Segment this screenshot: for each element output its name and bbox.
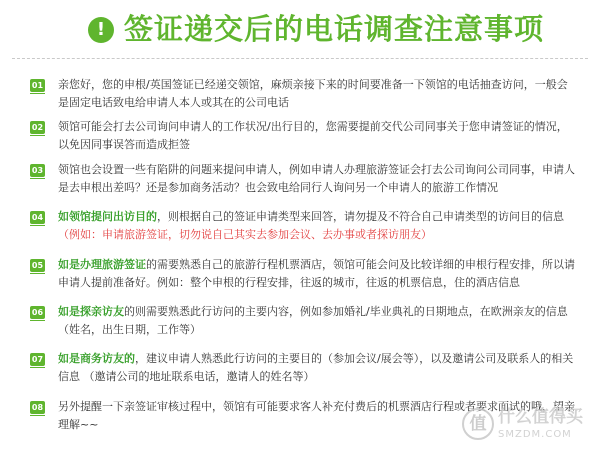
item-highlight: 如是办理旅游签证 [58, 258, 146, 271]
item-text: 领馆可能会打去公司询问申请人的工作状况/出行目的，您需要提前交代公司同事关于您申请签证的情况，以免因同事误答而造成拒签 [58, 120, 568, 151]
watermark-sub: SMZDM.COM [498, 429, 572, 440]
item-highlight: 如是探亲访友 [58, 305, 124, 318]
item-body: 的则需要熟悉此行访问的主要内容，例如参加婚礼/毕业典礼的日期地点，在欧洲亲友的信息（姓名，出生日期，工作等） [58, 305, 568, 336]
watermark-logo-icon: 值 [462, 408, 494, 440]
item-number: 04 [31, 213, 44, 222]
item-number: 07 [31, 355, 44, 364]
item-warning: （例如：申请旅游签证，切勿说自己其实去参加会议、去办事或者探访朋友） [58, 228, 432, 241]
item-number: 03 [31, 166, 44, 175]
item-number: 06 [31, 308, 44, 317]
item-text [58, 350, 578, 386]
header-divider [12, 58, 588, 59]
item-number: 01 [31, 81, 44, 90]
item-text: 亲您好，您的申根/英国签证已经递交领馆，麻烦亲接下来的时间要准备一下领馆的电话抽查访问，一般会是固定电话致电给申请人本人或其在的公司电话 [58, 78, 568, 109]
item-text: 另外提醒一下亲签证审核过程中，领馆有可能要求客人补充付费后的机票酒店行程或者要求面试的哦，望亲理解~~ [58, 400, 575, 431]
item-body: ，建议申请人熟悉此行访问的主要目的（参加会议/展会等），以及邀请公司及联系人的相关信息 （邀请公司的地址联系电话，邀请人的姓名等） [58, 352, 574, 383]
item-number: 05 [31, 261, 44, 270]
item-text: 领馆也会设置一些有陷阱的问题来提问申请人，例如申请人办理旅游签证会打去公司询问公司同事，申请人是去申根出差吗？还是参加商务活动？也会致电给同行人询问另一个申请人的旅游工作情况 [58, 163, 575, 194]
exclamation-icon: ! [88, 17, 114, 43]
watermark-text: 什么值得买 [498, 407, 583, 427]
item-number: 08 [31, 403, 44, 412]
page-title: 签证递交后的电话调查注意事项 [124, 12, 545, 46]
item-highlight: 如领馆提问出访目的 [58, 210, 157, 223]
item-text [58, 303, 578, 339]
item-body: ，则根据自己的签证申请类型来回答，请勿提及不符合自己申请类型的访问目的信息 [157, 210, 564, 223]
item-text [58, 208, 578, 244]
item-body: 的需要熟悉自己的旅游行程机票酒店，领馆可能会问及比较详细的申根行程安排，所以请申请人提前准备好。例如：整个申根的行程安排，往返的城市，往返的机票信息，住的酒店信息 [58, 258, 575, 289]
item-number: 02 [31, 123, 44, 132]
item-highlight: 如是商务访友的 [58, 352, 135, 365]
watermark [452, 406, 592, 446]
item-text [58, 256, 578, 292]
header [0, 0, 600, 58]
